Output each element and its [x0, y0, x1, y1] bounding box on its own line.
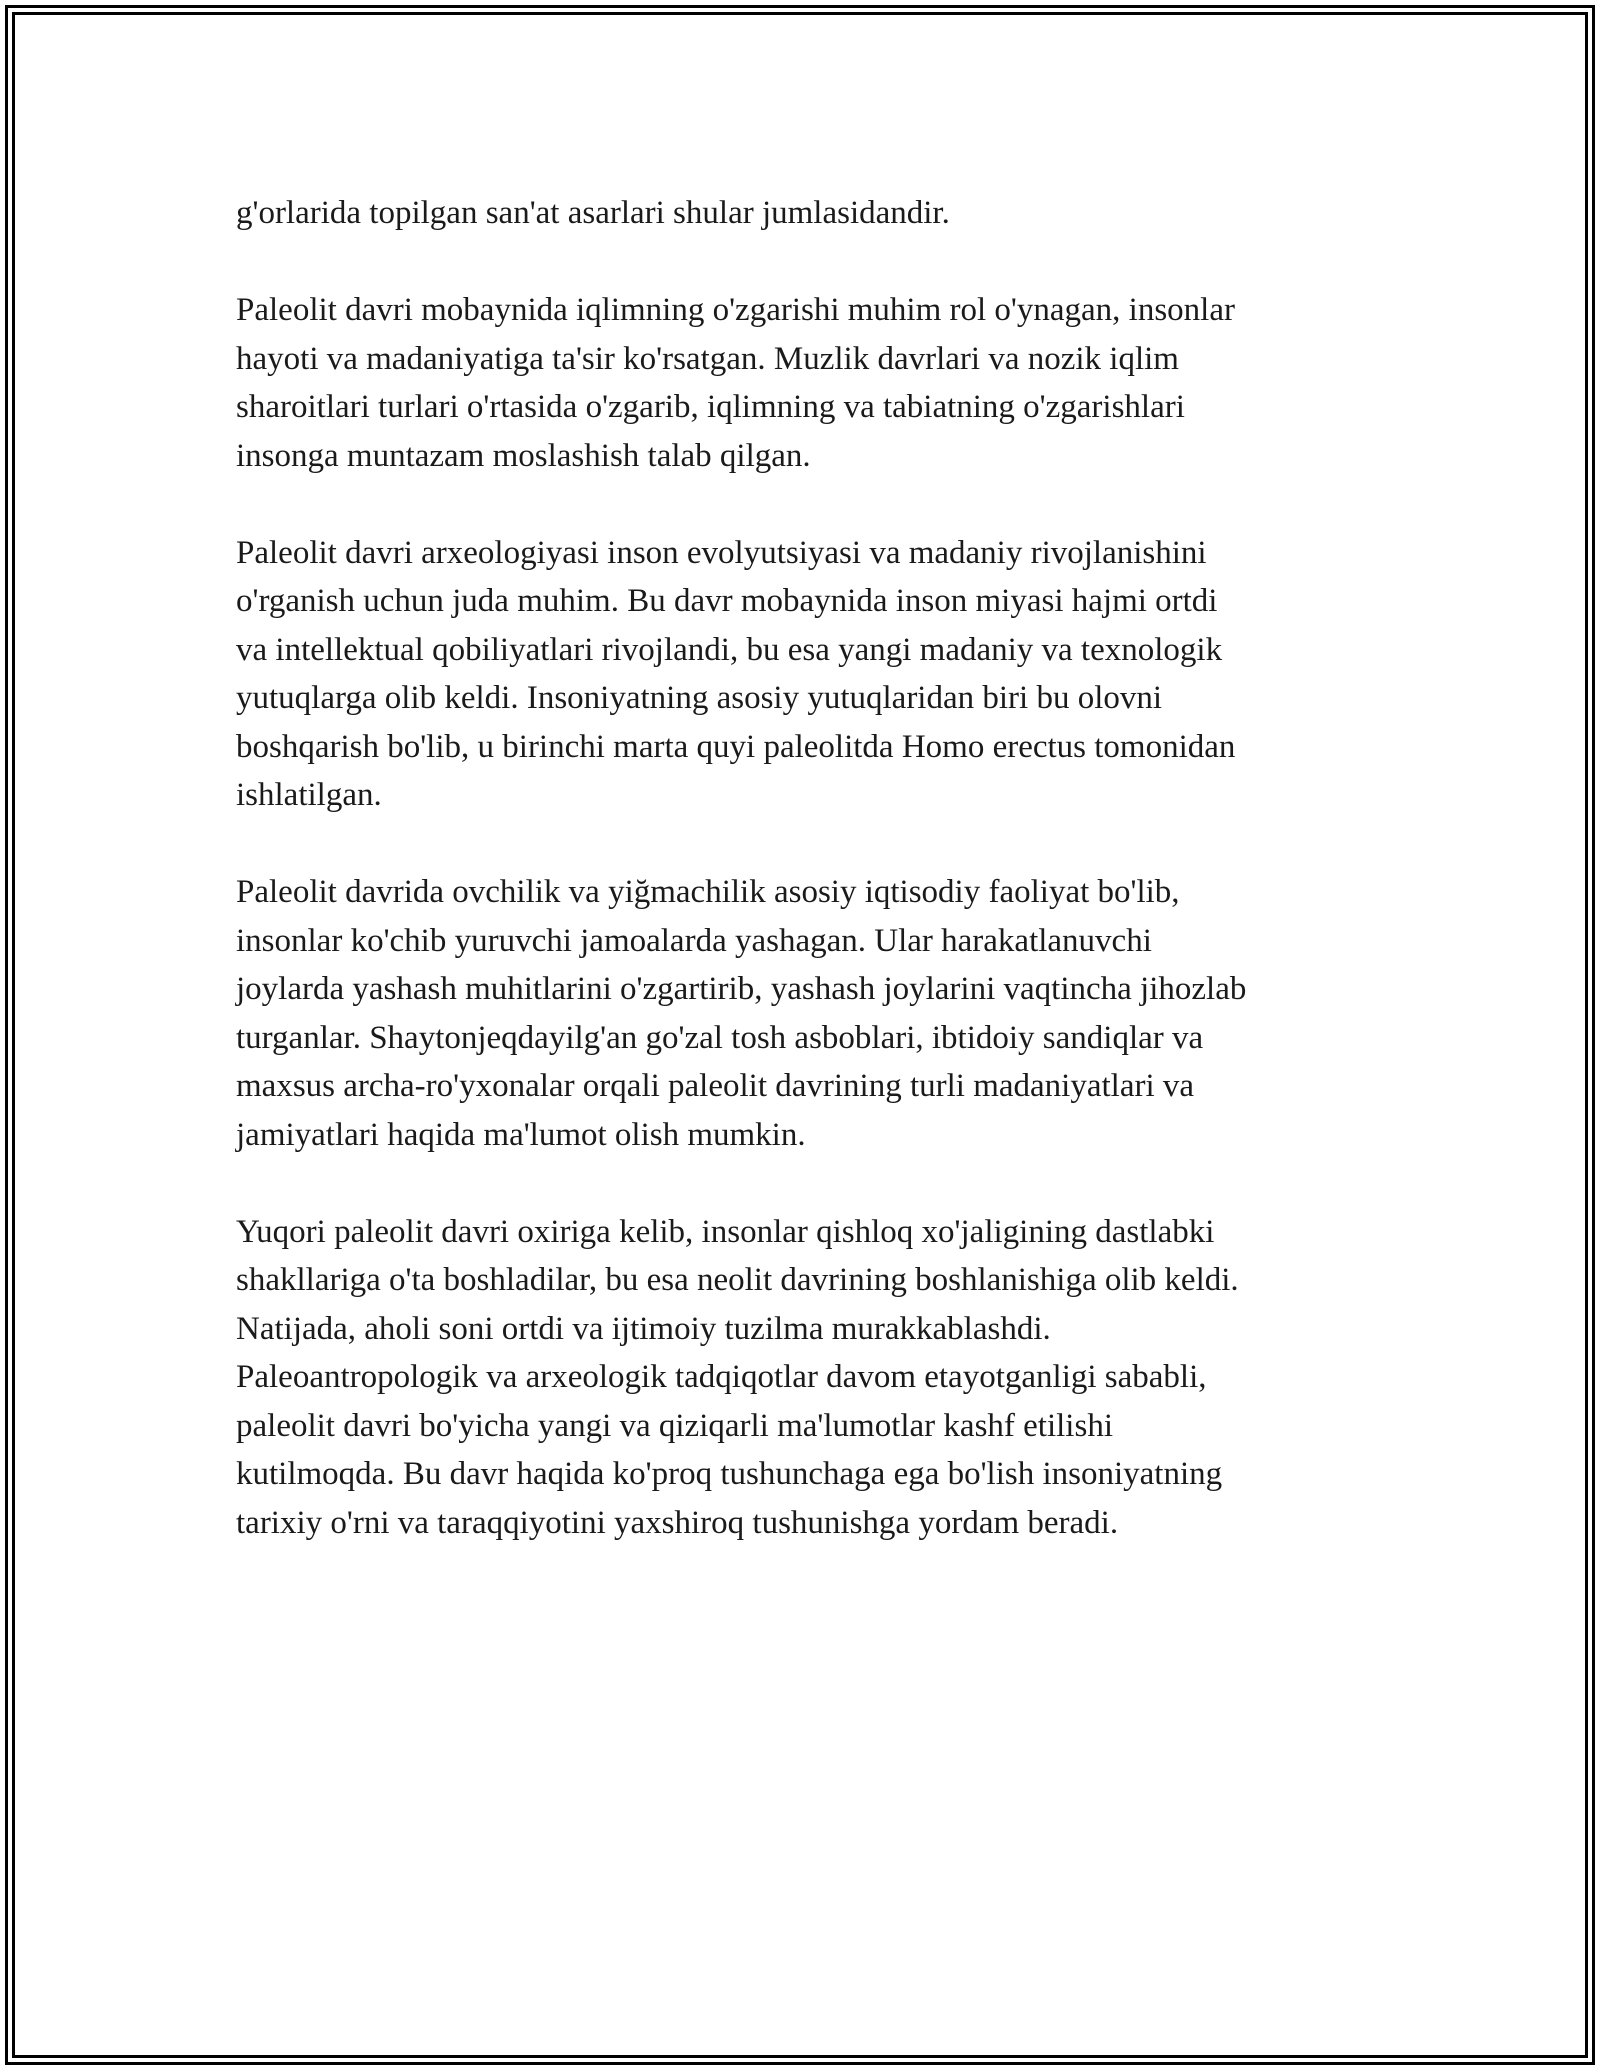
- paragraph-3: [236, 529, 1376, 820]
- document-body: [236, 189, 1376, 1596]
- paragraph-1: [236, 189, 1376, 238]
- text-line: insonlar ko'chib yuruvchi jamoalarda yashagan. Ular harakatlanuvchi: [236, 922, 1152, 959]
- text-line: turganlar. Shaytonjeqdayilg'an go'zal tosh asboblari, ibtidoiy sandiqlar va: [236, 1019, 1204, 1056]
- text-line: Natijada, aholi soni ortdi va ijtimoiy tuzilma murakkablashdi.: [236, 1310, 1051, 1347]
- text-line: hayoti va madaniyatiga ta'sir ko'rsatgan. Muzlik davrlari va nozik iqlim: [236, 340, 1179, 377]
- text-line: maxsus archa-ro'yxonalar orqali paleolit davrining turli madaniyatlari va: [236, 1068, 1195, 1104]
- text-line: g'orlarida topilgan san'at asarlari shular jumlasidandir.: [236, 195, 950, 231]
- text-line: kutilmoqda. Bu davr haqida ko'proq tushunchaga ega bo'lish insoniyatning: [236, 1456, 1223, 1492]
- paragraph-5: [236, 1208, 1376, 1548]
- text-line: Paleolit davrida ovchilik va yiğmachilik asosiy iqtisodiy faoliyat bo'lib,: [236, 874, 1180, 910]
- text-line: jamiyatlari haqida ma'lumot olish mumkin.: [236, 1116, 806, 1153]
- text-line: sharoitlari turlari o'rtasida o'zgarib, iqlimning va tabiatning o'zgarishlari: [236, 389, 1185, 425]
- paragraph-4: [236, 868, 1376, 1159]
- text-line: yutuqlarga olib keldi. Insoniyatning asosiy yutuqlaridan biri bu olovni: [236, 680, 1163, 716]
- text-line: Paleoantropologik va arxeologik tadqiqotlar davom etayotganligi sababli,: [236, 1359, 1207, 1395]
- text-line: joylarda yashash muhitlarini o'zgartirib, yashash joylarini vaqtincha jihozlab: [236, 971, 1247, 1007]
- text-line: Paleolit davri arxeologiyasi inson evolyutsiyasi va madaniy rivojlanishini: [236, 534, 1207, 571]
- text-line: boshqarish bo'lib, u birinchi marta quyi paleolitda Homo erectus tomonidan: [236, 728, 1236, 765]
- text-line: Paleolit davri mobaynida iqlimning o'zgarishi muhim rol o'ynagan, insonlar: [236, 292, 1235, 328]
- text-line: va intellektual qobiliyatlari rivojlandi, bu esa yangi madaniy va texnologik: [236, 631, 1223, 668]
- text-line: insonga muntazam moslashish talab qilgan.: [236, 437, 811, 474]
- text-line: Yuqori paleolit davri oxiriga kelib, insonlar qishloq xo'jaligining dastlabki: [236, 1213, 1215, 1250]
- text-line: ishlatilgan.: [236, 777, 382, 813]
- text-line: shakllariga o'ta boshladilar, bu esa neolit davrining boshlanishiga olib keldi.: [236, 1262, 1239, 1298]
- paragraph-2: [236, 286, 1376, 480]
- text-line: o'rganish uchun juda muhim. Bu davr mobaynida inson miyasi hajmi ortdi: [236, 583, 1218, 619]
- text-line: tarixiy o'rni va taraqqiyotini yaxshiroq tushunishga yordam beradi.: [236, 1504, 1119, 1541]
- text-line: paleolit davri bo'yicha yangi va qiziqarli ma'lumotlar kashf etilishi: [236, 1407, 1113, 1444]
